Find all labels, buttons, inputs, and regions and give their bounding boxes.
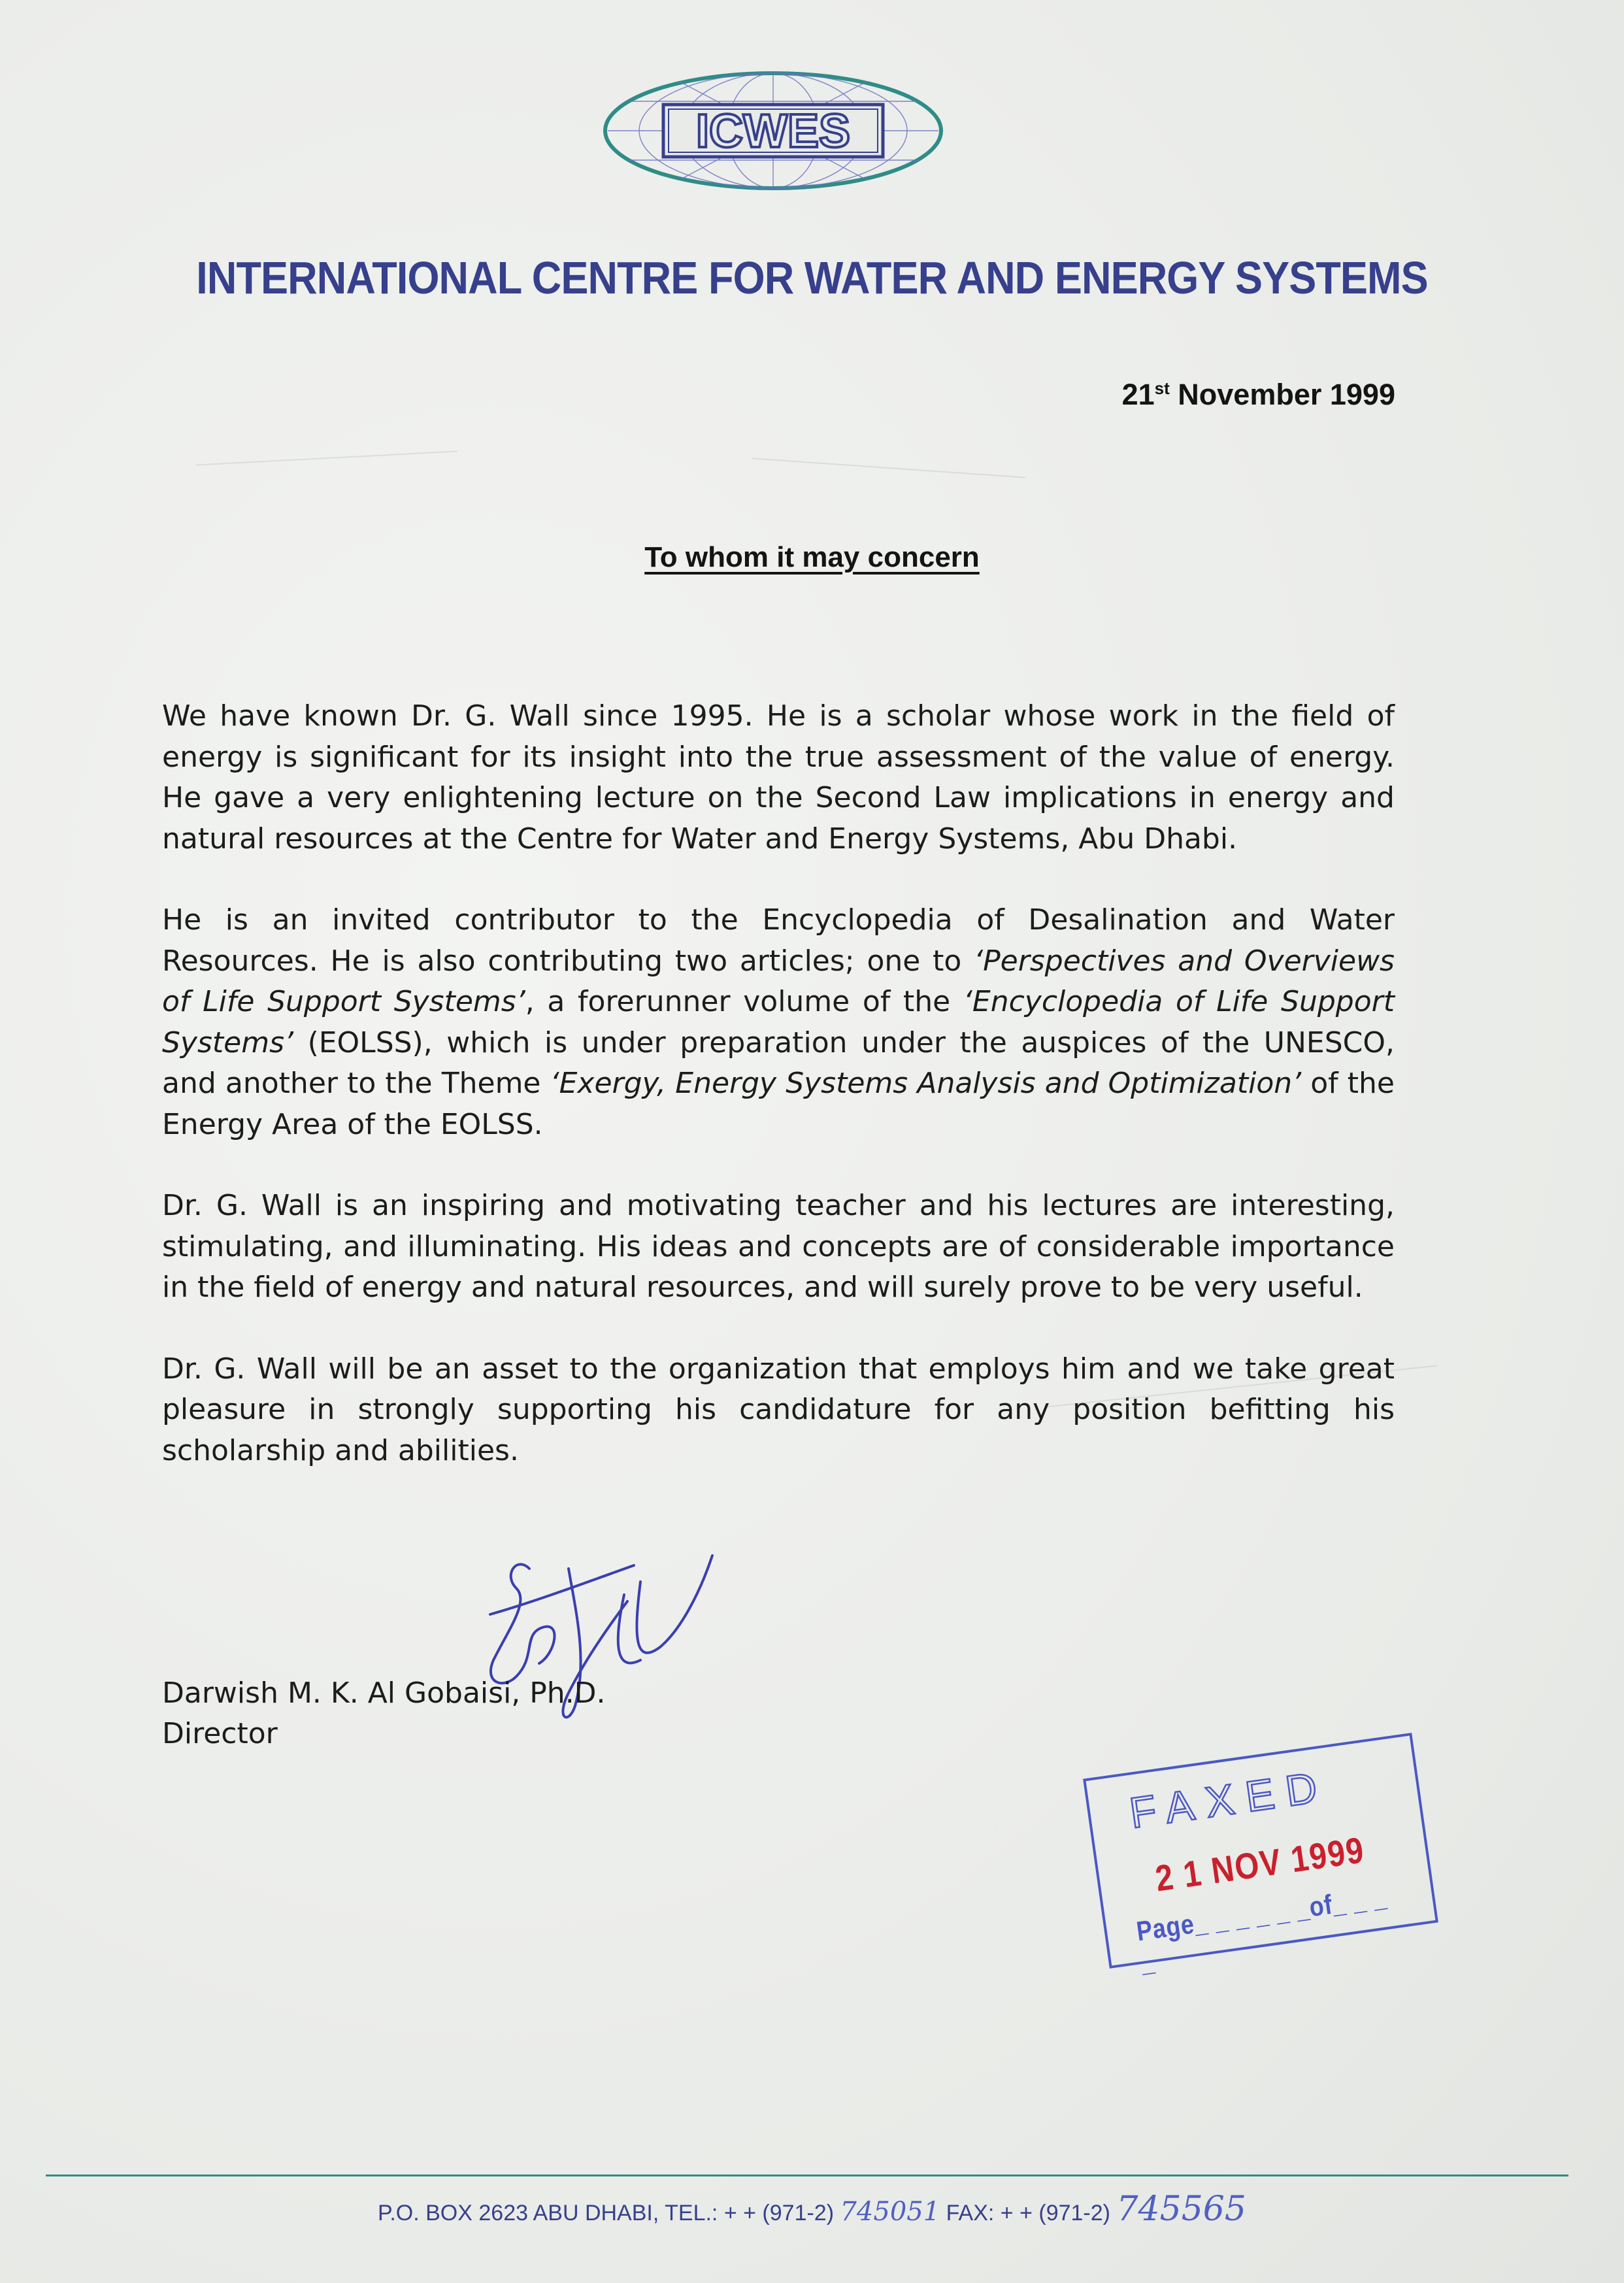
signer-block bbox=[162, 1673, 606, 1754]
signer-name: Darwish M. K. Al Gobaisi, Ph.D. bbox=[162, 1676, 606, 1710]
stamp-page-field: Page_ _ _ _ _ _of_ _ _ _ bbox=[1135, 1881, 1389, 1978]
date-suffix: st bbox=[1154, 378, 1170, 398]
organization-name: INTERNATIONAL CENTRE FOR WATER AND ENERGY SYSTEMS bbox=[196, 252, 1428, 303]
footer-contact bbox=[0, 2190, 1624, 2229]
logo-text: ICWES bbox=[695, 105, 851, 158]
faxed-stamp bbox=[1083, 1733, 1438, 1978]
date-day: 21 bbox=[1121, 378, 1155, 411]
signer-title: Director bbox=[162, 1717, 278, 1750]
icwes-logo bbox=[601, 69, 945, 193]
paragraph-4: Dr. G. Wall will be an asset to the organization that employs him and we take great pleasure in strongly supporting his candidature for any position befitting his scholarship and abilities. bbox=[162, 1352, 1395, 1467]
paper-crease bbox=[196, 451, 457, 466]
date-month-year: November 1999 bbox=[1169, 378, 1395, 411]
letter-date bbox=[1122, 378, 1395, 412]
footer-fax-label: FAX: + + (971-2) bbox=[940, 2201, 1117, 2225]
letter-body bbox=[162, 696, 1395, 1512]
stamp-label: FAXED bbox=[1126, 1761, 1332, 1837]
paragraph-2-title: ‘Perspectives and Overviews of Life Support Systems’ bbox=[162, 944, 1395, 1018]
paragraph-3: Dr. G. Wall is an inspiring and motivating teacher and his lectures are interesting, stimulating, and illuminating. His ideas and concepts are of considerable importance in the field of energy and natural resources, and will surely prove to be very useful. bbox=[162, 1189, 1395, 1304]
footer-fax-handwritten: 745565 bbox=[1116, 2190, 1246, 2229]
footer-tel-handwritten: 745051 bbox=[840, 2197, 940, 2227]
footer-divider bbox=[46, 2175, 1568, 2176]
paragraph-2-title: ‘Encyclopedia of Life Support Systems’ bbox=[162, 985, 1395, 1059]
stamp-date: 2 1 NOV 1999 bbox=[1153, 1829, 1367, 1899]
paragraph-2-text: , a forerunner volume of the bbox=[525, 985, 963, 1018]
paragraph-2 bbox=[162, 900, 1395, 1145]
footer-address: P.O. BOX 2623 ABU DHABI, TEL.: + + (971-2) bbox=[378, 2201, 840, 2225]
letter-subject: To whom it may concern bbox=[644, 541, 980, 573]
paragraph-2-text: He is an invited contributor to the Encyclopedia of Desalination and Water Resources. He is also contributing two articles; one to bbox=[162, 903, 1395, 978]
paragraph-2-text: (EOLSS), which is under preparation under the auspices of the UNESCO, and another to the Theme bbox=[162, 1025, 1395, 1100]
paragraph-2-title: ‘Exergy, Energy Systems Analysis and Optimization’ bbox=[550, 1067, 1302, 1100]
paper-crease bbox=[752, 458, 1025, 478]
paragraph-2-text: of the Energy Area of the EOLSS. bbox=[162, 1067, 1395, 1141]
paragraph-1: We have known Dr. G. Wall since 1995. He is a scholar whose work in the field of energy is significant for its insight into the true assessment of the value of energy. He gave a very enlightening lecture on the Second Law implications in energy and natural resources at the Centre for Water and Energy Systems, Abu Dhabi. bbox=[162, 699, 1395, 856]
